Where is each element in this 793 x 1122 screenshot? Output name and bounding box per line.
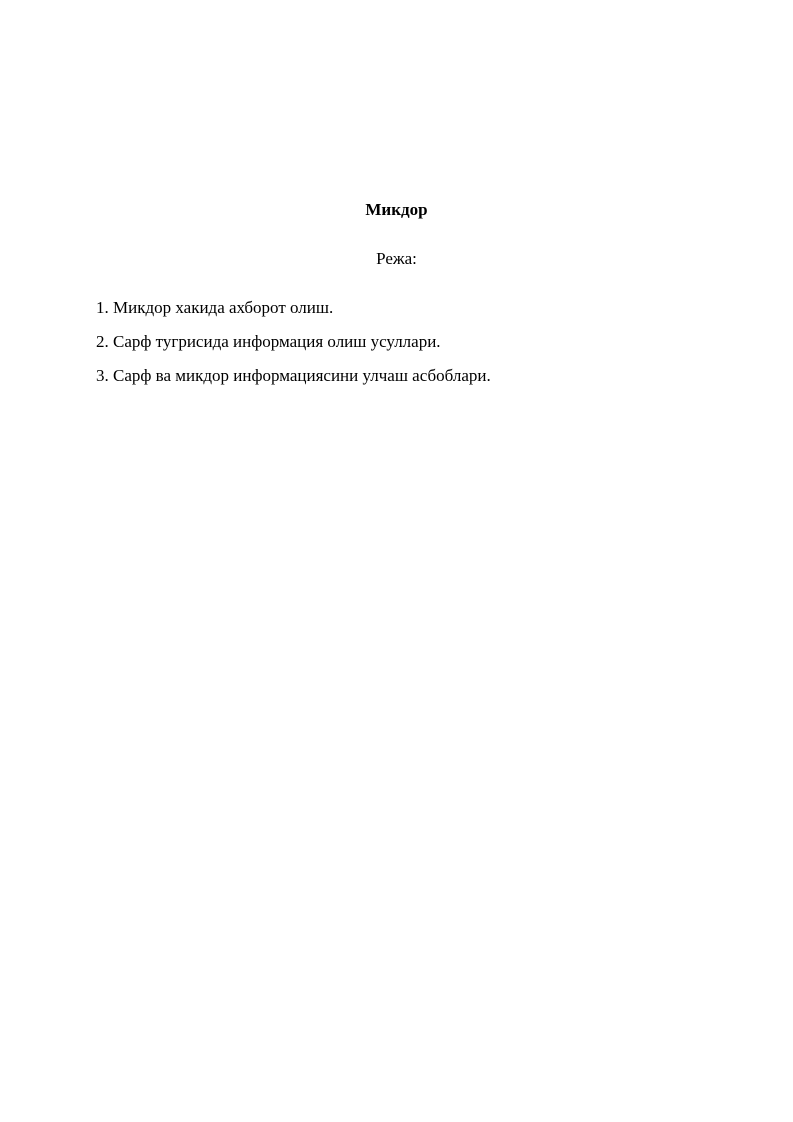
plan-item-2: 2. Сарф тугрисида информация олиш усуллари. bbox=[96, 332, 441, 351]
plan-item-1: 1. Микдор хакида ахборот олиш. bbox=[96, 298, 334, 317]
plan-list bbox=[96, 297, 491, 399]
document-title: Микдор bbox=[365, 200, 428, 219]
plan-heading: Режа: bbox=[376, 249, 417, 268]
plan-item-3: 3. Сарф ва микдор информациясини улчаш асбоблари. bbox=[96, 366, 491, 385]
